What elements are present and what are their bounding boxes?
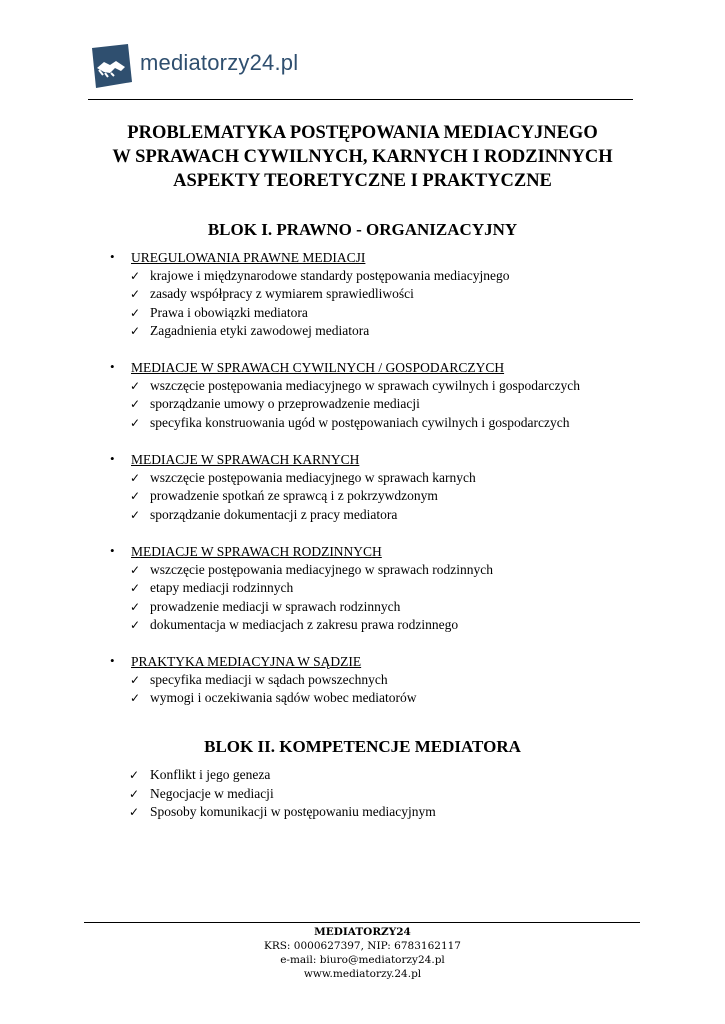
checkmark-icon: ✓ <box>130 599 141 614</box>
footer-company: MEDIATORZY24 <box>314 926 411 938</box>
footer-email: e-mail: biuro@mediatorzy24.pl <box>280 954 445 966</box>
checkmark-icon: ✓ <box>130 691 141 706</box>
list-item <box>110 653 670 671</box>
list-item: ✓ krajowe i międzynarodowe standardy postępowania mediacyjnego <box>110 267 670 285</box>
list-item: ✓ Sposoby komunikacji w postępowaniu mediacyjnym <box>110 803 670 822</box>
list-item <box>110 359 670 377</box>
section-legal-regulations <box>110 249 670 340</box>
footer <box>40 925 685 981</box>
logo <box>88 42 328 90</box>
list-item: ✓ Zagadnienia etyki zawodowej mediatora <box>110 322 670 340</box>
checkmark-icon: ✓ <box>130 507 141 522</box>
list-item <box>110 451 670 469</box>
handshake-logo-icon <box>88 42 134 90</box>
list-item: ✓ specyfika mediacji w sądach powszechnych <box>110 671 670 689</box>
checkmark-icon: ✓ <box>130 563 141 578</box>
section-civil-mediation <box>110 359 670 432</box>
list-item <box>110 543 670 561</box>
block2-heading: BLOK II. KOMPETENCJE MEDIATORA <box>204 737 521 756</box>
checkmark-icon: ✓ <box>130 581 141 596</box>
checkmark-icon: ✓ <box>129 805 140 820</box>
section-criminal-mediation <box>110 451 670 524</box>
section-family-mediation <box>110 543 670 634</box>
checkmark-icon: ✓ <box>130 489 141 504</box>
title-line: ASPEKTY TEORETYCZNE I PRAKTYCZNE <box>173 171 552 191</box>
list-item: ✓ wymogi i oczekiwania sądów wobec mediatorów <box>110 689 670 707</box>
title-line: W SPRAWACH CYWILNYCH, KARNYCH I RODZINNYCH <box>112 147 613 167</box>
list-item: ✓ etapy mediacji rodzinnych <box>110 579 670 597</box>
list-item: ✓ Negocjacje w mediacji <box>110 785 670 804</box>
checkmark-icon: ✓ <box>129 786 140 801</box>
footer-registry: KRS: 0000627397, NIP: 6783162117 <box>263 940 461 952</box>
section-mediator-competencies <box>110 766 670 822</box>
bullet-icon: • <box>110 653 115 668</box>
bullet-icon: • <box>110 543 115 558</box>
list-item: ✓ Prawa i obowiązki mediatora <box>110 304 670 322</box>
list-item: ✓ zasady współpracy z wymiarem sprawiedliwości <box>110 285 670 303</box>
list-item: ✓ Konflikt i jego geneza <box>110 766 670 785</box>
list-item <box>110 249 670 267</box>
bullet-icon: • <box>110 359 115 374</box>
footer-website: www.mediatorzy.24.pl <box>303 968 422 980</box>
checkmark-icon: ✓ <box>130 397 141 412</box>
list-item: ✓ wszczęcie postępowania mediacyjnego w sprawach karnych <box>110 469 670 487</box>
checkmark-icon: ✓ <box>130 269 141 284</box>
section-title: UREGULOWANIA PRAWNE MEDIACJI <box>131 250 366 265</box>
list-item: ✓ sporządzanie umowy o przeprowadzenie mediacji <box>110 395 670 413</box>
block1-heading: BLOK I. PRAWNO - ORGANIZACYJNY <box>207 220 518 239</box>
checkmark-icon: ✓ <box>130 379 141 394</box>
section-title: MEDIACJE W SPRAWACH RODZINNYCH <box>131 544 382 559</box>
section-title: MEDIACJE W SPRAWACH KARNYCH <box>131 452 360 467</box>
section-title: MEDIACJE W SPRAWACH CYWILNYCH / GOSPODARCZYCH <box>131 360 505 375</box>
checkmark-icon: ✓ <box>130 673 141 688</box>
document-title <box>40 121 685 193</box>
checkmark-icon: ✓ <box>130 617 141 632</box>
bullet-icon: • <box>110 249 115 264</box>
checkmark-icon: ✓ <box>130 287 141 302</box>
section-court-practice <box>110 653 670 708</box>
footer-divider <box>84 922 640 923</box>
list-item: ✓ prowadzenie spotkań ze sprawcą i z pokrzywdzonym <box>110 487 670 505</box>
list-item: ✓ dokumentacja w mediacjach z zakresu prawa rodzinnego <box>110 616 670 634</box>
bullet-icon: • <box>110 451 115 466</box>
title-line: PROBLEMATYKA POSTĘPOWANIA MEDIACYJNEGO <box>127 123 598 143</box>
logo-text: mediatorzy24.pl <box>140 50 299 75</box>
checkmark-icon: ✓ <box>129 768 140 782</box>
list-item: ✓ sporządzanie dokumentacji z pracy mediatora <box>110 506 670 524</box>
section-title: PRAKTYKA MEDIACYJNA W SĄDZIE <box>131 654 362 669</box>
checkmark-icon: ✓ <box>130 305 141 320</box>
list-item: ✓ specyfika konstruowania ugód w postępowaniach cywilnych i gospodarczych <box>110 414 670 432</box>
list-item: ✓ prowadzenie mediacji w sprawach rodzinnych <box>110 598 670 616</box>
checkmark-icon: ✓ <box>130 471 141 486</box>
list-item: ✓ wszczęcie postępowania mediacyjnego w sprawach rodzinnych <box>110 561 670 579</box>
checkmark-icon: ✓ <box>130 415 141 430</box>
header-divider <box>88 99 633 100</box>
checkmark-icon: ✓ <box>130 323 141 338</box>
list-item: ✓ wszczęcie postępowania mediacyjnego w sprawach cywilnych i gospodarczych <box>110 377 670 395</box>
